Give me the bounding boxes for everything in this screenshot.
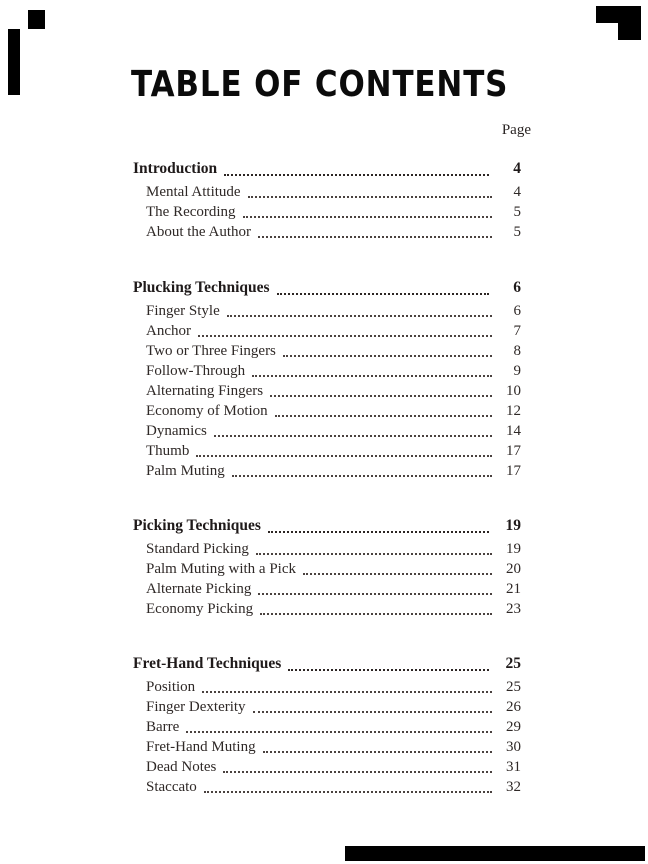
dot-leader (202, 691, 492, 693)
entry-label: Alternate Picking (146, 581, 252, 597)
toc-entry-row (133, 461, 521, 481)
toc-entry-row (133, 301, 521, 321)
page-number: 14 (506, 423, 521, 439)
section-title: Plucking Techniques (133, 279, 270, 296)
toc-section (133, 653, 521, 797)
entry-label: Staccato (146, 779, 197, 795)
entry-label: Economy Picking (146, 601, 254, 617)
dot-leader (232, 475, 492, 477)
toc-entry-row (133, 421, 521, 441)
page-number: 21 (506, 581, 521, 597)
toc-entry-row (133, 441, 521, 461)
page-number: 30 (506, 739, 521, 755)
dot-leader (204, 791, 492, 793)
page-number: 4 (513, 184, 521, 200)
dot-leader (275, 415, 492, 417)
section-title: Fret-Hand Techniques (133, 655, 282, 672)
entry-label: Fret-Hand Muting (146, 739, 256, 755)
dot-leader (277, 293, 489, 295)
top-left-block-mark (28, 10, 45, 29)
entry-label: Palm Muting with a Pick (146, 561, 296, 577)
toc-section (133, 277, 521, 481)
toc-section (133, 158, 521, 242)
toc-entry-row (133, 599, 521, 619)
dot-leader (198, 335, 492, 337)
dot-leader (268, 531, 489, 533)
entry-label: Finger Style (146, 303, 220, 319)
dot-leader (186, 731, 492, 733)
dot-leader (260, 613, 492, 615)
dot-leader (253, 711, 492, 713)
page-number: 8 (513, 343, 521, 359)
entry-label: Anchor (146, 323, 191, 339)
toc-entry-row (133, 777, 521, 797)
dot-leader (243, 216, 492, 218)
toc-entry-row (133, 341, 521, 361)
toc-entry-row (133, 401, 521, 421)
toc-entry-row (133, 579, 521, 599)
left-edge-bar-mark (8, 29, 20, 95)
dot-leader (263, 751, 492, 753)
page-column-label: Page (501, 122, 531, 138)
entry-label: Finger Dexterity (146, 699, 246, 715)
toc-entry-row (133, 559, 521, 579)
entry-label: Economy of Motion (146, 403, 268, 419)
page-number: 5 (513, 204, 521, 220)
toc-entry-row (133, 737, 521, 757)
dot-leader (227, 315, 492, 317)
entry-label: Follow-Through (146, 363, 246, 379)
toc-entry-row (133, 381, 521, 401)
entry-label: About the Author (146, 224, 251, 240)
toc-entry-row (133, 361, 521, 381)
dot-leader (252, 375, 492, 377)
toc-entry-row (133, 677, 521, 697)
page-number: 19 (506, 541, 521, 557)
page-number: 17 (506, 463, 521, 479)
page-number: 29 (506, 719, 521, 735)
page-number: 25 (505, 655, 521, 672)
top-right-corner-mark (618, 6, 641, 40)
page-number: 12 (506, 403, 521, 419)
section-title: Introduction (133, 160, 218, 177)
toc-entry-row (133, 757, 521, 777)
toc-entry-row (133, 321, 521, 341)
page-number: 10 (506, 383, 521, 399)
dot-leader (288, 669, 489, 671)
entry-label: Dynamics (146, 423, 207, 439)
dot-leader (224, 174, 489, 176)
entry-label: The Recording (146, 204, 236, 220)
page-number: 25 (506, 679, 521, 695)
dot-leader (258, 236, 492, 238)
entry-label: Standard Picking (146, 541, 249, 557)
page-number: 26 (506, 699, 521, 715)
bottom-right-bar-mark (345, 846, 645, 861)
page-number: 23 (506, 601, 521, 617)
page-number: 9 (513, 363, 521, 379)
dot-leader (256, 553, 492, 555)
page-number: 20 (506, 561, 521, 577)
section-title: Picking Techniques (133, 517, 261, 534)
entry-label: Alternating Fingers (146, 383, 264, 399)
toc-entry-row (133, 182, 521, 202)
entry-label: Dead Notes (146, 759, 217, 775)
toc-section (133, 515, 521, 619)
toc-entry-row (133, 717, 521, 737)
toc-entry-row (133, 539, 521, 559)
entry-label: Barre (146, 719, 180, 735)
page-number: 6 (513, 303, 521, 319)
page-number: 7 (513, 323, 521, 339)
entry-label: Palm Muting (146, 463, 225, 479)
entry-label: Position (146, 679, 196, 695)
dot-leader (283, 355, 492, 357)
page-number: 6 (513, 279, 521, 296)
dot-leader (270, 395, 492, 397)
page-number: 19 (505, 517, 521, 534)
dot-leader (258, 593, 492, 595)
dot-leader (196, 455, 492, 457)
toc-entry-row (133, 222, 521, 242)
toc-section-title-row (133, 653, 521, 675)
entry-label: Two or Three Fingers (146, 343, 276, 359)
toc-section-title-row (133, 158, 521, 180)
dot-leader (214, 435, 492, 437)
toc-section-title-row (133, 515, 521, 537)
dot-leader (223, 771, 492, 773)
toc-entry-row (133, 697, 521, 717)
page-number: 32 (506, 779, 521, 795)
entry-label: Mental Attitude (146, 184, 241, 200)
page-number: 17 (506, 443, 521, 459)
dot-leader (248, 196, 492, 198)
dot-leader (303, 573, 492, 575)
entry-label: Thumb (146, 443, 190, 459)
page-number: 31 (506, 759, 521, 775)
toc-entry-row (133, 202, 521, 222)
page-number: 5 (513, 224, 521, 240)
page-number: 4 (513, 160, 521, 177)
page-title: TABLE OF CONTENTS (131, 64, 509, 105)
toc-section-title-row (133, 277, 521, 299)
